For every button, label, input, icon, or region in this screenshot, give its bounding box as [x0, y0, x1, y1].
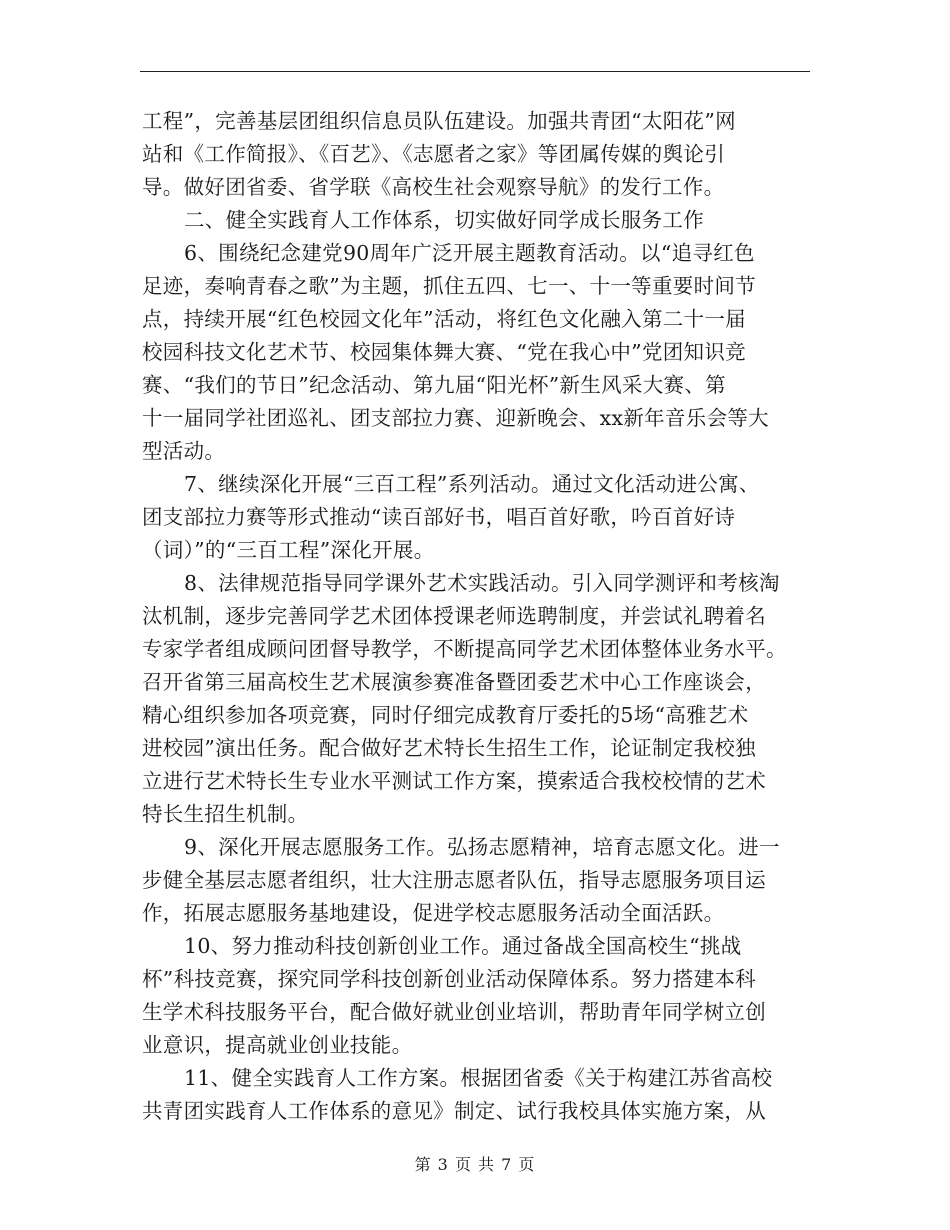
text-line: 11、健全实践育人工作方案。根据团省委《关于构建江苏省高校: [184, 1066, 773, 1090]
text-line: 作，拓展志愿服务基地建设，促进学校志愿服务活动全面活跃。: [142, 901, 725, 925]
text-line: 8、法律规范指导同学课外艺术实践活动。引入同学测评和考核淘: [184, 571, 780, 595]
text-line: 6、围绕纪念建党90周年广泛开展主题教育活动。以“追寻红色: [184, 241, 755, 265]
header-rule: [140, 71, 810, 72]
page-number: 第 3 页 共 7 页: [414, 1155, 536, 1174]
text-line: 立进行艺术特长生专业水平测试工作方案，摸索适合我校校情的艺术: [142, 769, 766, 793]
text-line: 导。做好团省委、省学联《高校生社会观察导航》的发行工作。: [142, 175, 725, 199]
text-line: 步健全基层志愿者组织，壮大注册志愿者队伍，指导志愿服务项目运: [142, 868, 766, 892]
text-line: 足迹，奏响青春之歌”为主题，抓住五四、七一、十一等重要时间节: [142, 274, 756, 298]
text-line: 二、健全实践育人工作体系，切实做好同学成长服务工作: [184, 208, 704, 232]
text-line: 赛、“我们的节日”纪念活动、第九届“阳光杯”新生风采大赛、第: [142, 373, 726, 397]
text-line: 点，持续开展“红色校园文化年”活动，将红色文化融入第二十一届: [142, 307, 746, 331]
text-line: （词）”的“三百工程”深化开展。: [142, 538, 435, 562]
text-line: 工程”，完善基层团组织信息员队伍建设。加强共青团“太阳花”网: [142, 109, 736, 133]
text-line: 汰机制，逐步完善同学艺术团体授课老师选聘制度，并尝试礼聘着名: [142, 604, 766, 628]
text-line: 9、深化开展志愿服务工作。弘扬志愿精神，培育志愿文化。进一: [184, 835, 780, 859]
text-line: 型活动。: [142, 439, 226, 463]
text-line: 业意识，提高就业创业技能。: [142, 1033, 413, 1057]
text-line: 特长生招生机制。: [142, 802, 309, 826]
document-body: [142, 105, 810, 1128]
text-line: 精心组织参加各项竞赛，同时仔细完成教育厅委托的5场“高雅艺术: [142, 703, 749, 727]
text-line: 杯”科技竞赛，探究同学科技创新创业活动保障体系。努力搭建本科: [142, 967, 756, 991]
text-line: 7、继续深化开展“三百工程”系列活动。通过文化活动进公寓、: [184, 472, 760, 496]
text-line: 10、努力推动科技创新创业工作。通过备战全国高校生“挑战: [184, 934, 742, 958]
text-line: 校园科技文化艺术节、校园集体舞大赛、“党在我心中”党团知识竞: [142, 340, 746, 364]
text-line: 共青团实践育人工作体系的意见》制定、试行我校具体实施方案，从: [142, 1099, 766, 1123]
text-line: 站和《工作简报》、《百艺》、《志愿者之家》等团属传媒的舆论引: [142, 142, 725, 166]
text-line: 团支部拉力赛等形式推动“读百部好书，唱百首好歌，吟百首好诗: [142, 505, 736, 529]
text-line: 召开省第三届高校生艺术展演参赛准备暨团委艺术中心工作座谈会，: [142, 670, 766, 694]
text-line: 十一届同学社团巡礼、团支部拉力赛、迎新晚会、xx新年音乐会等大: [142, 406, 769, 430]
text-line: 进校园”演出任务。配合做好艺术特长生招生工作，论证制定我校独: [142, 736, 756, 760]
text-line: 生学术科技服务平台，配合做好就业创业培训，帮助青年同学树立创: [142, 1000, 766, 1024]
text-line: 专家学者组成顾问团督导教学，不断提高同学艺术团体整体业务水平。: [142, 637, 787, 661]
